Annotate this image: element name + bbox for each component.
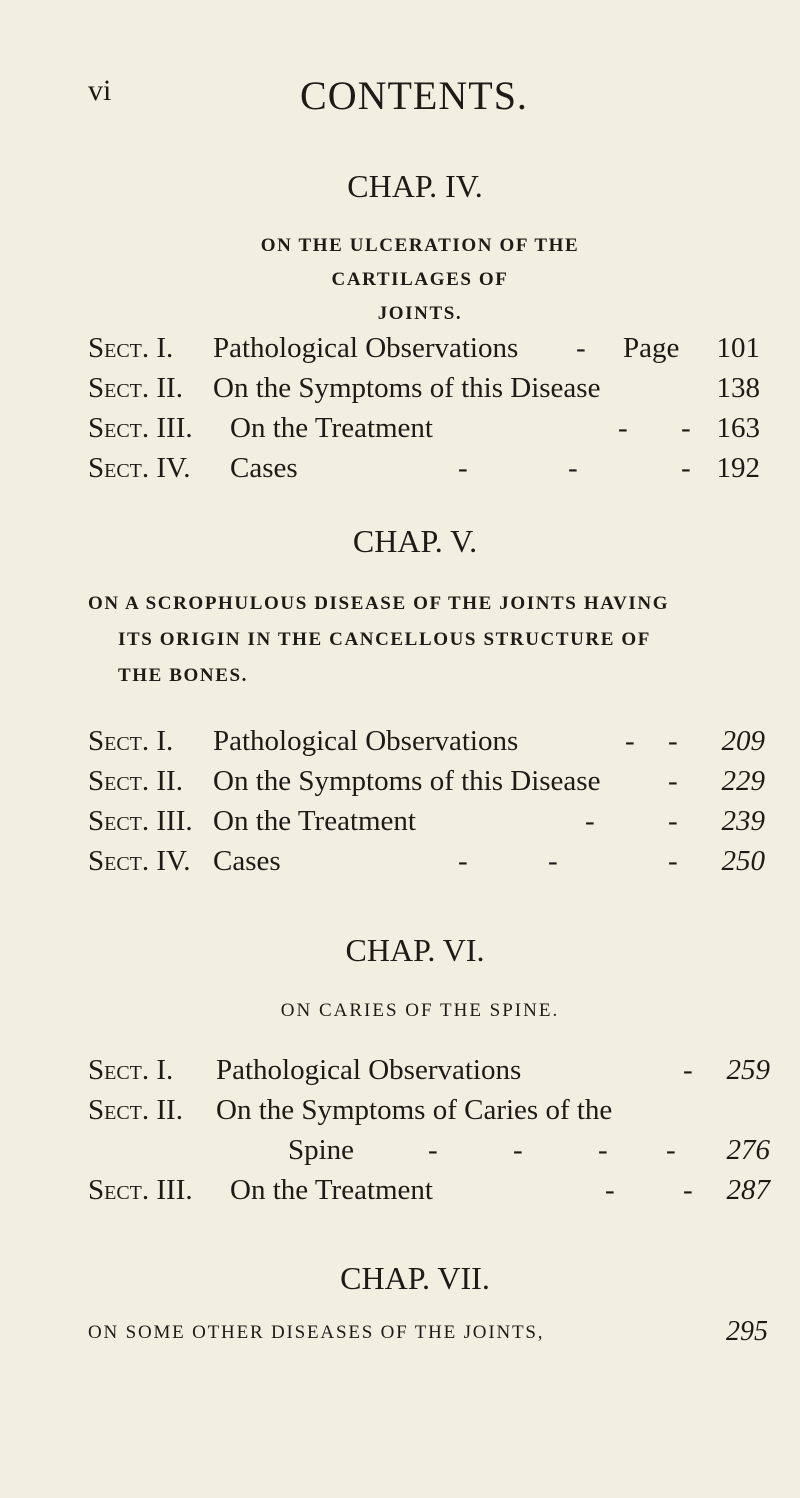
page-number: 209 [721, 725, 765, 757]
leader-dash: - [668, 765, 678, 797]
chapter-5-description-line: ON A SCROPHULOUS DISEASE OF THE JOINTS HAVING [88, 593, 670, 614]
section-label: Sect. III. [88, 412, 193, 444]
chapter-4-description-line: ON THE ULCERATION OF THE CARTILAGES OF [260, 235, 580, 290]
section-label: Sect. I. [88, 1054, 174, 1086]
chapter-5-description [88, 586, 778, 694]
section-label: Sect. IV. [88, 452, 191, 484]
section-label: Sect. IV. [88, 845, 191, 877]
section-title: On the Symptoms of Caries of the [216, 1094, 613, 1126]
section-title: Pathological Observations [213, 332, 519, 364]
chapter-6-title: CHAP. VI. [345, 932, 485, 968]
running-head [0, 72, 800, 116]
toc-entry[interactable] [88, 1054, 768, 1088]
leader-dash: - [625, 725, 635, 757]
section-title: On the Symptoms of this Disease [213, 372, 601, 404]
leader-dash: - [513, 1134, 523, 1166]
section-label: Sect. I. [88, 332, 174, 364]
toc-entry[interactable] [88, 1094, 768, 1128]
section-title: On the Treatment [213, 805, 416, 837]
leader-dash: - [576, 332, 586, 364]
page-number: 239 [721, 805, 765, 837]
section-title: On the Symptoms of this Disease [213, 765, 601, 797]
section-title: On the Treatment [230, 412, 433, 444]
page-number: 101 [716, 332, 760, 364]
chapter-4-title: CHAP. IV. [347, 168, 483, 204]
leader-dash: - [585, 805, 595, 837]
toc-entry[interactable] [88, 412, 768, 446]
section-title-continuation: Spine [288, 1134, 355, 1166]
leader-dash: - [683, 1174, 693, 1206]
leader-dash: - [548, 845, 558, 877]
section-label: Sect. II. [88, 765, 183, 797]
leader-dash: - [681, 412, 691, 444]
toc-entry[interactable] [88, 1174, 768, 1208]
page-number: 295 [726, 1316, 768, 1347]
chapter-6-description-line: ON CARIES OF THE SPINE. [280, 1000, 560, 1021]
section-label: Sect. I. [88, 725, 174, 757]
leader-dash: - [668, 725, 678, 757]
chapter-5-description-line: ITS ORIGIN IN THE CANCELLOUS STRUCTURE OF [118, 629, 651, 650]
page-number: 229 [721, 765, 765, 797]
leader-dash: - [618, 412, 628, 444]
leader-dash: - [681, 452, 691, 484]
chapter-7-title: CHAP. VII. [340, 1260, 490, 1296]
page-folio: vi [88, 74, 112, 107]
leader-dash: - [666, 1134, 676, 1166]
leader-dash: - [568, 452, 578, 484]
chapter-5-description-line: THE BONES. [118, 665, 249, 686]
leader-dash: - [458, 845, 468, 877]
page-number: 259 [726, 1054, 770, 1086]
toc-entry[interactable] [88, 1316, 768, 1356]
leader-dash: - [668, 845, 678, 877]
section-label: Sect. II. [88, 372, 183, 404]
leader-dash: - [428, 1134, 438, 1166]
toc-entry[interactable] [88, 452, 768, 486]
leader-dash: - [598, 1134, 608, 1166]
toc-entry[interactable] [88, 372, 768, 406]
page-number: 192 [716, 452, 760, 484]
toc-entry-continuation[interactable] [88, 1134, 768, 1168]
toc-entry[interactable] [88, 332, 768, 366]
page-number: 276 [726, 1134, 770, 1166]
page-number: 163 [716, 412, 760, 444]
section-title: On the Treatment [230, 1174, 433, 1206]
leader-dash: - [683, 1054, 693, 1086]
section-label: Sect. III. [88, 1174, 193, 1206]
page-prefix: Page [623, 332, 680, 364]
page-number: 287 [726, 1174, 770, 1206]
page-number: 138 [716, 372, 760, 404]
section-title: Pathological Observations [213, 725, 519, 757]
section-title: Pathological Observations [216, 1054, 522, 1086]
section-label: Sect. II. [88, 1094, 183, 1126]
toc-entry[interactable] [88, 845, 768, 879]
chapter-4-description-line: JOINTS. [377, 303, 463, 324]
chapter-6-description [190, 994, 650, 1028]
toc-entry[interactable] [88, 765, 768, 799]
toc-entry[interactable] [88, 805, 768, 839]
leader-dash: - [458, 452, 468, 484]
section-label: Sect. III. [88, 805, 193, 837]
toc-entry[interactable] [88, 725, 768, 759]
leader-dash: - [605, 1174, 615, 1206]
chapter-7-description: ON SOME OTHER DISEASES OF THE JOINTS, [88, 1322, 545, 1343]
chapter-4-description [190, 229, 650, 331]
section-title: Cases [230, 452, 298, 484]
page-number: 250 [721, 845, 765, 877]
section-title: Cases [213, 845, 281, 877]
chapter-5-title: CHAP. V. [352, 523, 478, 559]
leader-dash: - [668, 805, 678, 837]
running-title: CONTENTS. [300, 73, 528, 118]
